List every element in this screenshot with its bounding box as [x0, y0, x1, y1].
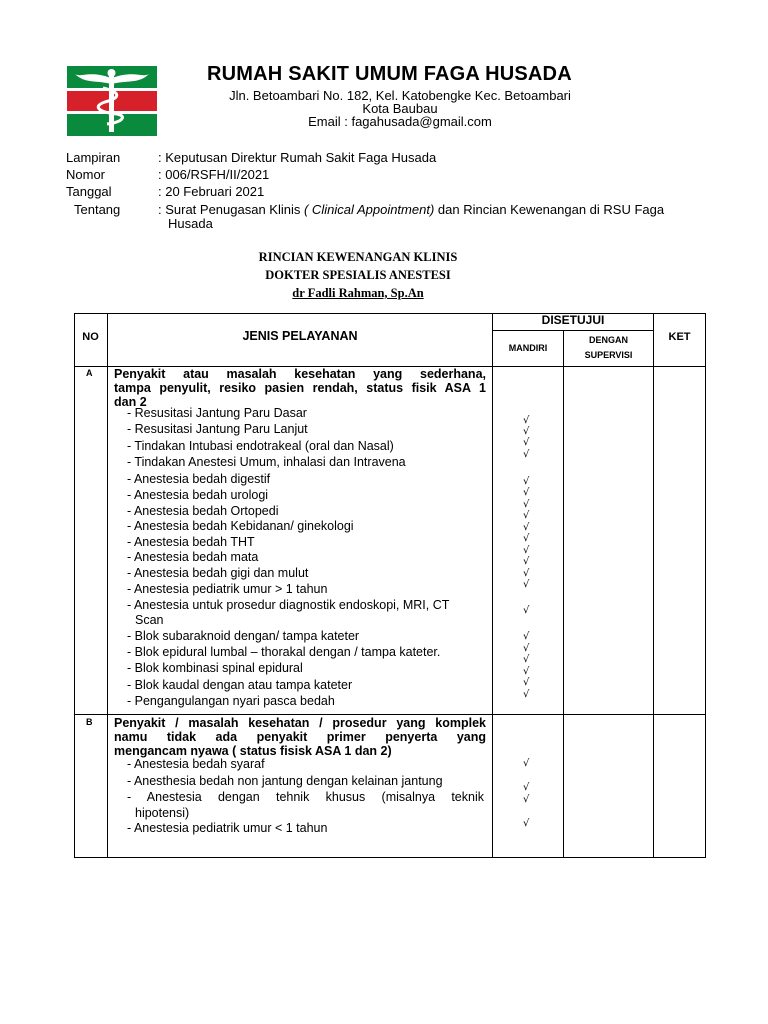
check-mark: √ — [523, 415, 530, 426]
check-mark: √ — [523, 643, 530, 654]
tanggal-label: Tanggal — [66, 184, 112, 199]
section-a-letter: A — [86, 368, 93, 378]
check-mark: √ — [523, 533, 530, 544]
check-mark: √ — [523, 437, 530, 448]
list-item: - Anestesia bedah THT — [127, 535, 255, 549]
section-b-title: Penyakit / masalah kesehatan / prosedur yang komplek namu tidak ada penyakit primer penyerta yang mengancam nyawa ( status fisisk ASA 1 dan 2) — [114, 716, 486, 758]
list-item: - Tindakan Anestesi Umum, inhalasi dan Intravena — [127, 455, 406, 469]
nomor-value: : 006/RSFH/II/2021 — [158, 167, 270, 182]
check-mark: √ — [523, 568, 530, 579]
section-a-title: Penyakit atau masalah kesehatan yang sederhana, tampa penyulit, resiko pasien rendah, status fisik ASA 1 dan 2 — [114, 367, 486, 409]
list-item: - Anestesia bedah digestif — [127, 472, 271, 486]
check-mark: √ — [523, 476, 530, 487]
check-mark: √ — [523, 631, 530, 642]
list-item: - Anestesia bedah gigi dan mulut — [127, 566, 309, 580]
header-dengan: DENGAN — [588, 335, 628, 345]
check-mark: √ — [523, 689, 530, 700]
list-item: - Pengangulangan nyari pasca bedah — [127, 694, 335, 708]
check-mark: √ — [523, 666, 530, 677]
check-mark: √ — [523, 818, 530, 829]
section-b-letter: B — [86, 717, 93, 727]
doc-title: RINCIAN KEWENANGAN KLINIS — [258, 250, 458, 264]
doc-subtitle: DOKTER SPESIALIS ANESTESI — [265, 268, 451, 282]
header-ket: KET — [668, 331, 691, 343]
list-item: - Anesthesia bedah non jantung dengan kelainan jantung — [127, 774, 443, 788]
lampiran-value: : Keputusan Direktur Rumah Sakit Faga Husada — [158, 150, 437, 165]
list-item: - Anestesia bedah urologi — [127, 488, 269, 502]
check-mark: √ — [523, 522, 530, 533]
address-line-1: Jln. Betoambari No. 182, Kel. Katobengke Kec. Betoambari — [229, 88, 571, 103]
doctor-name: dr Fadli Rahman, Sp.An — [292, 286, 424, 300]
tentang-value-line2: Husada — [168, 216, 213, 231]
check-mark: √ — [523, 794, 530, 805]
tanggal-value: : 20 Februari 2021 — [158, 184, 265, 199]
list-item: hipotensi) — [135, 806, 190, 820]
list-item: - Anestesia dengan tehnik khusus (misalnya teknik — [127, 790, 484, 804]
check-mark: √ — [523, 605, 530, 616]
header-jenis-pelayanan: JENIS PELAYANAN — [242, 329, 358, 343]
check-mark: √ — [523, 556, 530, 567]
list-item: - Anestesia pediatrik umur > 1 tahun — [127, 582, 328, 596]
list-item: - Anestesia bedah syaraf — [127, 757, 265, 771]
list-item: - Anestesia bedah mata — [127, 550, 259, 564]
check-mark: √ — [523, 487, 530, 498]
list-item: - Blok kombinasi spinal epidural — [127, 661, 303, 675]
check-mark: √ — [523, 426, 530, 437]
list-item: - Anestesia pediatrik umur < 1 tahun — [127, 821, 328, 835]
header-no: NO — [82, 331, 99, 343]
lampiran-label: Lampiran — [66, 150, 121, 165]
check-mark: √ — [523, 782, 530, 793]
check-mark: √ — [523, 510, 530, 521]
tentang-label: Tentang — [74, 202, 121, 217]
check-mark: √ — [523, 499, 530, 510]
header-supervisi: SUPERVISI — [584, 350, 633, 360]
check-mark: √ — [523, 449, 530, 460]
list-item: - Blok subaraknoid dengan/ tampa kateter — [127, 629, 360, 643]
list-item: - Resusitasi Jantung Paru Dasar — [127, 406, 307, 420]
list-item: Scan — [135, 613, 164, 627]
nomor-label: Nomor — [66, 167, 106, 182]
email-line: Email : fagahusada@gmail.com — [308, 114, 492, 129]
header-disetujui: DISETUJUI — [541, 313, 605, 327]
check-mark: √ — [523, 758, 530, 769]
list-item: - Resusitasi Jantung Paru Lanjut — [127, 422, 308, 436]
list-item: - Tindakan Intubasi endotrakeal (oral dan Nasal) — [127, 439, 394, 453]
hospital-name: RUMAH SAKIT UMUM FAGA HUSADA — [207, 63, 572, 85]
check-mark: √ — [523, 545, 530, 556]
hospital-logo — [67, 66, 157, 136]
tentang-value: : Surat Penugasan Klinis ( Clinical Appointment) dan Rincian Kewenangan di RSU Faga — [158, 202, 665, 217]
header-mandiri: MANDIRI — [508, 343, 548, 353]
list-item: - Blok kaudal dengan atau tampa kateter — [127, 678, 353, 692]
list-item: - Anestesia untuk prosedur diagnostik endoskopi, MRI, CT — [127, 598, 450, 612]
list-item: - Anestesia bedah Kebidanan/ ginekologi — [127, 519, 354, 533]
list-item: - Blok epidural lumbal – thorakal dengan / tampa kateter. — [127, 645, 441, 659]
check-mark: √ — [523, 579, 530, 590]
list-item: - Anestesia bedah Ortopedi — [127, 504, 279, 518]
address-line-2: Kota Baubau — [362, 101, 438, 116]
check-mark: √ — [523, 677, 530, 688]
check-mark: √ — [523, 654, 530, 665]
